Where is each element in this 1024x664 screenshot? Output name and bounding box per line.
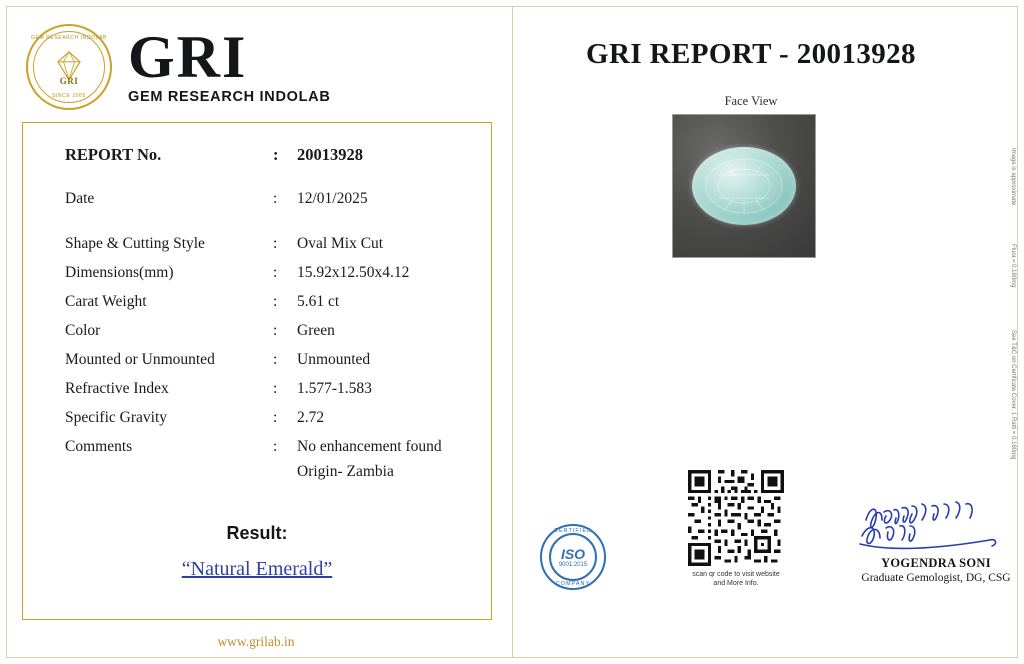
- iso-certified-badge-icon: [540, 524, 606, 590]
- seal-mid-text: GRI: [59, 76, 79, 86]
- gemstone-facets-overlay: [673, 115, 815, 257]
- field-colon: :: [273, 293, 278, 310]
- iso-main-text: ISO: [560, 546, 586, 562]
- comments-line-2: Origin- Zambia: [297, 463, 394, 480]
- signer-title: Graduate Gemologist, DG, CSG: [861, 572, 1011, 584]
- field-row-dimensions: [65, 264, 465, 289]
- gem-details-box: [22, 122, 492, 620]
- gem-face-view-photo: [672, 114, 816, 258]
- gem-details-field-list: [65, 145, 465, 492]
- field-label: Refractive Index: [65, 380, 169, 397]
- field-colon: :: [273, 264, 278, 281]
- field-label: Dimensions(mm): [65, 264, 174, 281]
- qr-code-block[interactable]: [688, 470, 784, 588]
- field-label: Mounted or Unmounted: [65, 351, 215, 368]
- gri-seal-logo-icon: [26, 24, 112, 110]
- side-note-image-approximate: Image is approximate: [1010, 148, 1016, 206]
- field-colon: :: [273, 322, 278, 339]
- signature-strokes: [852, 498, 1020, 556]
- field-row-report-no: [65, 145, 465, 172]
- field-value: 5.61 ct: [297, 293, 340, 310]
- qr-caption-line-1: scan qr code to visit website: [692, 571, 780, 578]
- field-row-comments: [65, 438, 465, 488]
- field-value: 12/01/2025: [297, 190, 368, 207]
- signature-block: [852, 498, 1020, 584]
- field-value: 2.72: [297, 409, 325, 426]
- iso-bottom-text: COMPANY: [555, 580, 591, 587]
- brand-wordmark: [128, 24, 331, 106]
- field-value: Green: [297, 322, 335, 339]
- field-row-date: [65, 190, 465, 215]
- brand-tagline: GEM RESEARCH INDOLAB: [128, 89, 331, 106]
- field-row-refractive-index: [65, 380, 465, 405]
- report-title: GRI REPORT - 20013928: [586, 38, 916, 70]
- field-label: Shape & Cutting Style: [65, 235, 205, 252]
- field-value: 15.92x12.50x4.12: [297, 264, 410, 281]
- field-colon: :: [273, 351, 278, 368]
- field-value: 20013928: [297, 145, 363, 164]
- seal-bottom-text: SINCE 2005: [52, 93, 86, 99]
- seal-top-text: GEM RESEARCH INDOLAB: [31, 35, 107, 41]
- field-colon: :: [273, 380, 278, 397]
- field-row-shape-cutting-style: [65, 235, 465, 260]
- field-colon: :: [273, 409, 278, 426]
- field-value: Unmounted: [297, 351, 371, 368]
- website-link[interactable]: www.grilab.in: [217, 634, 295, 649]
- certificate-right-panel: [512, 0, 1024, 664]
- field-colon: :: [273, 235, 278, 252]
- field-label: Date: [65, 190, 95, 207]
- qr-code-icon[interactable]: [688, 470, 784, 566]
- field-colon: :: [273, 190, 278, 207]
- field-value: 1.577-1.583: [297, 380, 372, 397]
- face-view-label: Face View: [724, 94, 778, 108]
- side-note-ratti: Fluor.= 0.180mg: [1010, 244, 1016, 288]
- field-row-color: [65, 322, 465, 347]
- brand-header: [26, 22, 486, 112]
- result-value: “Natural Emerald”: [181, 558, 333, 580]
- field-label: Carat Weight: [65, 293, 147, 310]
- comments-line-1: No enhancement found: [297, 438, 442, 455]
- field-label: Color: [65, 322, 101, 339]
- signer-name: YOGENDRA SONI: [881, 556, 991, 570]
- result-label: Result:: [226, 523, 288, 543]
- result-block: [23, 523, 491, 581]
- side-note-terms: See T&C on Certificate Cover. 1 Ratti = 0.180mg: [1010, 330, 1016, 460]
- handwritten-signature-icon: [852, 498, 1020, 556]
- field-value: [297, 438, 465, 488]
- field-row-carat-weight: [65, 293, 465, 318]
- iso-standard-text: 9001:2015: [558, 562, 588, 568]
- qr-caption: [688, 570, 784, 588]
- field-label: Comments: [65, 438, 133, 455]
- iso-top-text: CERTIFIED: [554, 527, 592, 534]
- field-row-mounted-or-unmounted: [65, 351, 465, 376]
- field-value: Oval Mix Cut: [297, 235, 384, 252]
- field-row-specific-gravity: [65, 409, 465, 434]
- field-label: Specific Gravity: [65, 409, 168, 426]
- brand-name: GRI: [128, 24, 248, 91]
- field-colon: :: [273, 438, 278, 455]
- field-label: REPORT No.: [65, 145, 162, 164]
- qr-caption-line-2: and More Info.: [713, 580, 759, 588]
- field-colon: :: [273, 145, 279, 164]
